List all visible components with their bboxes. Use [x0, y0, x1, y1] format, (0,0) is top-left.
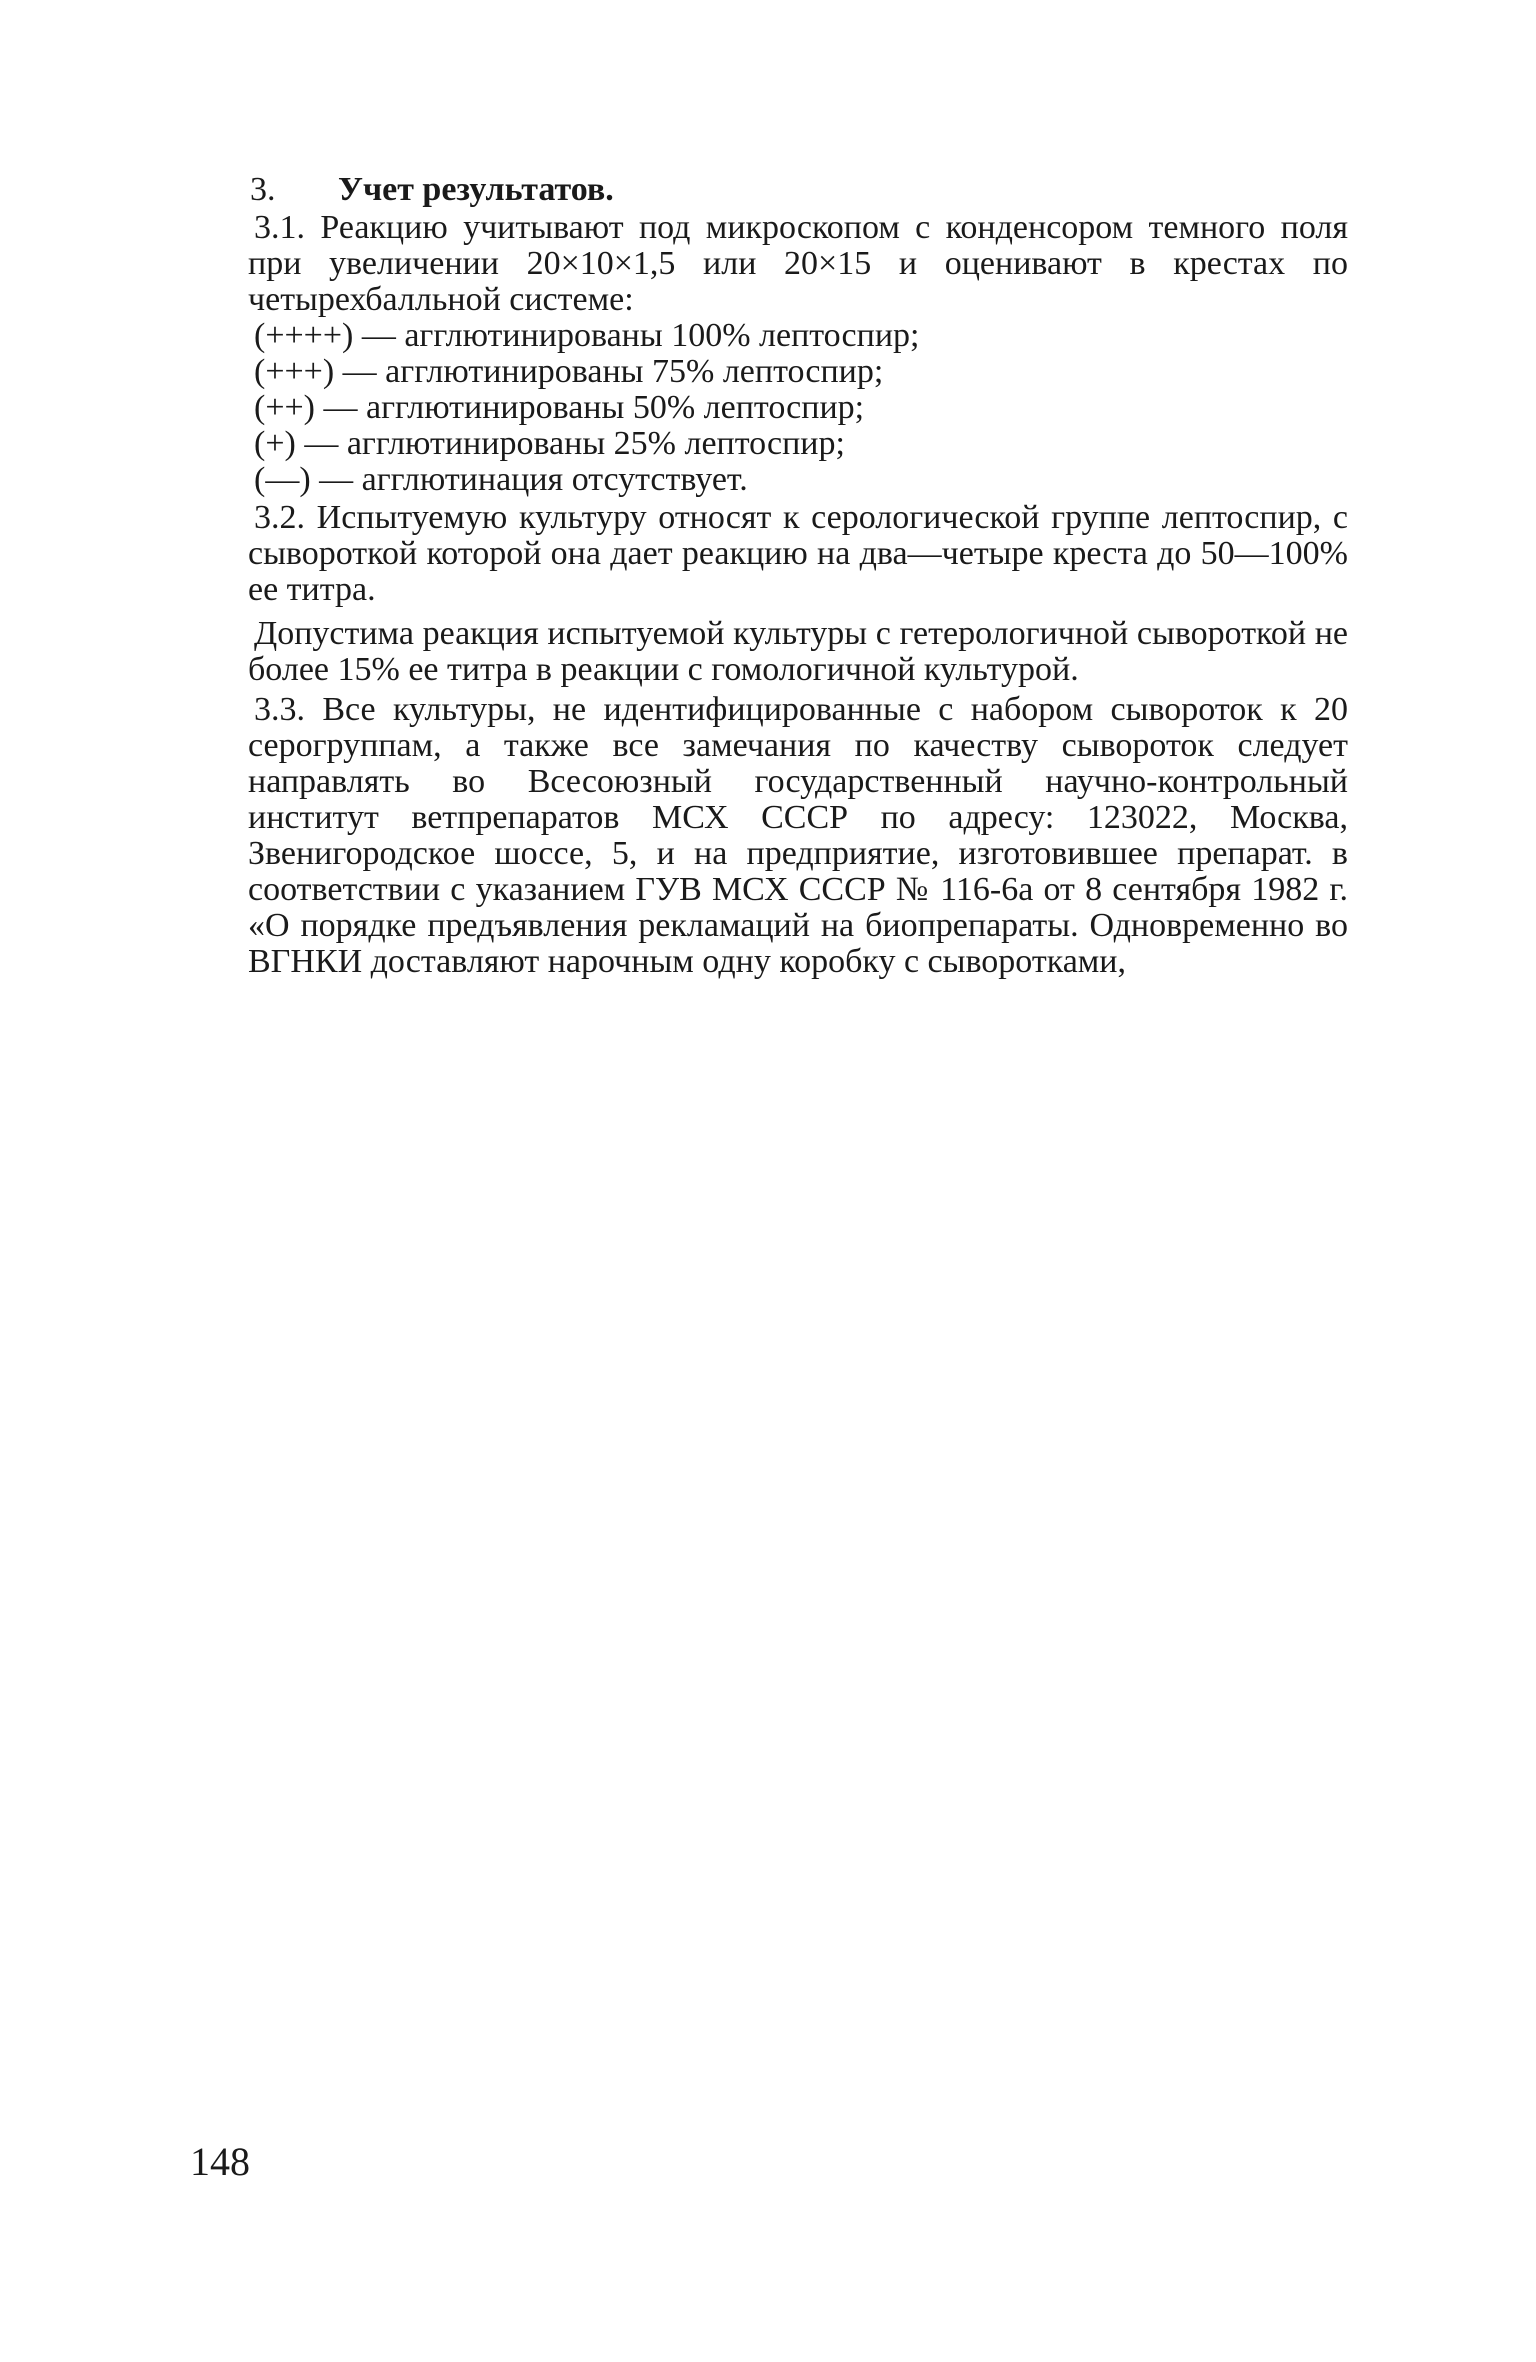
scale-item-4-cross: (++++) — агглютинированы 100% лептоспир; [254, 317, 920, 354]
paragraph-allowed-reaction: Допустима реакция испытуемой культуры с гетерологичной сывороткой не более 15% ее титра в реакции с гомологичной культурой. [248, 615, 1348, 688]
scale-item-3-cross: (+++) — агглютинированы 75% лептоспир; [254, 353, 884, 390]
scale-item-2-cross: (++) — агглютинированы 50% лептоспир; [254, 389, 865, 426]
scale-item-1-cross: (+) — агглютинированы 25% лептоспир; [254, 425, 845, 462]
section-title: Учет результатов. [338, 171, 614, 208]
scale-item-none: (—) — агглютинация отсутствует. [254, 461, 748, 498]
paragraph-3-1: 3.1. Реакцию учитывают под микроскопом с конденсором темного поля при увеличении 20×10×1,5 или 20×15 и оценивают в крестах по четырехбалльной системе: [248, 209, 1348, 318]
section-heading [248, 172, 1348, 208]
paragraph-3-3: 3.3. Все культуры, не идентифицированные с набором сывороток к 20 серогруппам, а также все замечания по качеству сывороток следует направлять во Всесоюзный государственный научно-контрольный институт ветпрепаратов МСХ СССР по адресу: 123022, Москва, Звенигородское шоссе, 5, и на предприятие, изготовившее препарат. в соответствии с указанием ГУВ МСХ СССР № 116-6а от 8 сентября 1982 г. «О порядке предъявления рекламаций на биопрепараты. Одновременно во ВГНКИ доставляют нарочным одну коробку с сыворотками, [248, 691, 1348, 980]
section-number: 3. [250, 171, 276, 208]
cross-scale-list [248, 318, 1348, 498]
paragraph-3-2: 3.2. Испытуемую культуру относят к серологической группе лептоспир, с сывороткой которой она дает реакцию на два—четыре креста до 50—100% ее титра. [248, 499, 1348, 608]
text-block [248, 172, 1348, 980]
page-number: 148 [190, 2139, 250, 2184]
